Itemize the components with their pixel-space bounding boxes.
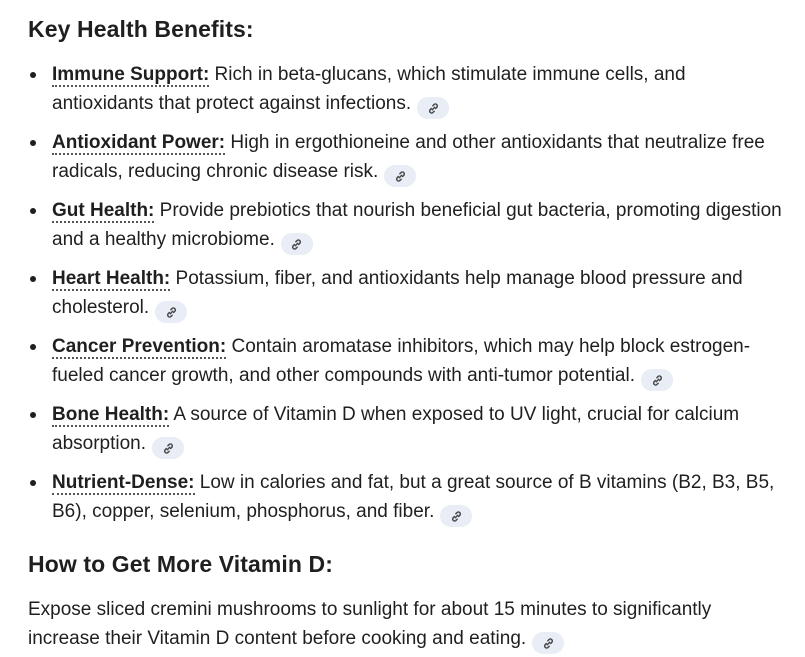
link-icon	[542, 637, 555, 650]
link-icon	[651, 374, 664, 387]
benefit-term[interactable]: Nutrient-Dense:	[52, 472, 195, 493]
benefit-term[interactable]: Gut Health:	[52, 200, 155, 221]
list-item	[28, 60, 788, 119]
source-link-button[interactable]	[417, 97, 449, 119]
benefit-text: High in ergothioneine and other antioxidants that neutralize free radicals, reducing chronic disease risk.	[52, 132, 765, 182]
benefit-term[interactable]: Immune Support:	[52, 64, 210, 85]
source-link-button[interactable]	[641, 369, 673, 391]
benefit-term[interactable]: Bone Health:	[52, 404, 170, 425]
source-link-button[interactable]	[532, 632, 564, 654]
vitamin-d-heading: How to Get More Vitamin D:	[28, 551, 334, 577]
link-icon	[450, 510, 463, 523]
source-link-button[interactable]	[384, 165, 416, 187]
benefit-text: Provide prebiotics that nourish beneficial gut bacteria, promoting digestion and a healthy microbiome.	[52, 200, 782, 250]
list-item	[28, 400, 788, 459]
source-link-button[interactable]	[152, 437, 184, 459]
list-item	[28, 264, 788, 323]
link-icon	[427, 102, 440, 115]
benefits-heading: Key Health Benefits:	[28, 16, 254, 42]
link-icon	[165, 306, 178, 319]
benefit-term[interactable]: Antioxidant Power:	[52, 132, 226, 153]
source-link-button[interactable]	[281, 233, 313, 255]
list-item	[28, 128, 788, 187]
vitamin-d-text: Expose sliced cremini mushrooms to sunlight for about 15 minutes to significantly increase their Vitamin D content before cooking and eating.	[28, 599, 712, 649]
benefits-list	[28, 60, 788, 527]
list-item	[28, 196, 788, 255]
benefit-text: Rich in beta-glucans, which stimulate immune cells, and antioxidants that protect against infections.	[52, 64, 686, 114]
benefit-term[interactable]: Heart Health:	[52, 268, 171, 289]
benefit-text: Low in calories and fat, but a great source of B vitamins (B2, B3, B5, B6), copper, selenium, phosphorus, and fiber.	[52, 472, 775, 522]
vitamin-d-paragraph	[28, 595, 788, 654]
link-icon	[394, 170, 407, 183]
benefit-text: A source of Vitamin D when exposed to UV light, crucial for calcium absorption.	[52, 404, 740, 454]
list-item	[28, 468, 788, 527]
source-link-button[interactable]	[155, 301, 187, 323]
benefit-text: Contain aromatase inhibitors, which may help block estrogen-fueled cancer growth, and other compounds with anti-tumor potential.	[52, 336, 751, 386]
source-link-button[interactable]	[440, 505, 472, 527]
link-icon	[290, 238, 303, 251]
benefit-term[interactable]: Cancer Prevention:	[52, 336, 227, 357]
list-item	[28, 332, 788, 391]
benefit-text: Potassium, fiber, and antioxidants help manage blood pressure and cholesterol.	[52, 268, 743, 318]
link-icon	[162, 442, 175, 455]
